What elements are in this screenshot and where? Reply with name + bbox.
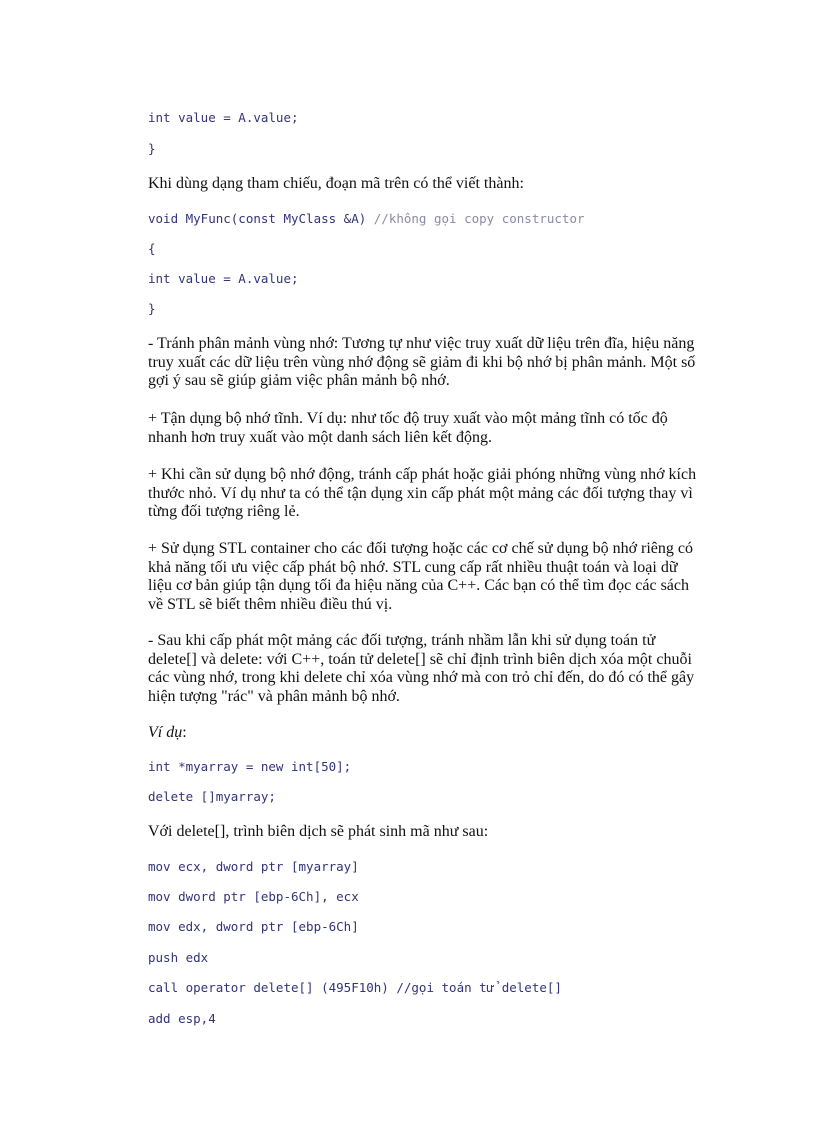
code-line: add esp,4 bbox=[148, 1011, 216, 1026]
code-line: int value = A.value; bbox=[148, 110, 299, 125]
code-line: mov edx, dword ptr [ebp-6Ch] bbox=[148, 919, 359, 934]
text-line: nhanh hơn truy xuất vào một danh sách liên kết động. bbox=[148, 428, 492, 446]
text-line: các vùng nhớ, trong khi delete chỉ xóa vùng nhớ mà con trỏ chỉ đến, do đó có thể gây bbox=[148, 669, 695, 686]
paragraph-delete bbox=[148, 632, 695, 706]
code-signature: void MyFunc(const MyClass &A) bbox=[148, 211, 367, 226]
code-line: mov dword ptr [ebp-6Ch], ecx bbox=[148, 889, 359, 904]
paragraph-dynamic-memory bbox=[148, 466, 697, 522]
text-line: truy xuất các dữ liệu trên vùng nhớ động sẽ giảm đi khi bộ nhớ bị phân mảnh. Một số bbox=[148, 353, 696, 371]
text-line: khả năng tối ưu việc cấp phát bộ nhớ. STL cung cấp rất nhiều thuật toán và loại dữ bbox=[148, 558, 678, 576]
text-line: liệu cơ bản giúp tận dụng tối đa hiệu năng của C++. Các bạn có thể tìm đọc các sách bbox=[148, 577, 690, 594]
code-line-call bbox=[148, 980, 562, 996]
code-line: { bbox=[148, 241, 156, 256]
paragraph-static-memory bbox=[148, 410, 668, 447]
text-line: thước nhỏ. Ví dụ như ta có thể tận dụng xin cấp phát một mảng các đối tượng thay vì bbox=[148, 484, 693, 502]
code-line: int value = A.value; bbox=[148, 271, 299, 286]
example-heading bbox=[148, 724, 668, 743]
code-line: push edx bbox=[148, 950, 209, 965]
paragraph-stl bbox=[148, 540, 694, 614]
text-line: - Tránh phân mảnh vùng nhớ: Tương tự như việc truy xuất dữ liệu trên đĩa, hiệu năng bbox=[148, 335, 695, 352]
paragraph-compiler: Với delete[], trình biên dịch sẽ phát sinh mã như sau: bbox=[148, 823, 489, 840]
text-line: từng đối tượng riêng lẻ. bbox=[148, 503, 300, 520]
text-line: - Sau khi cấp phát một mảng các đối tượng, tránh nhầm lẫn khi sử dụng toán tử bbox=[148, 632, 656, 649]
code-line: } bbox=[148, 301, 156, 316]
text-line: + Khi cần sử dụng bộ nhớ động, tránh cấp phát hoặc giải phóng những vùng nhớ kích bbox=[148, 466, 697, 483]
text-line: + Tận dụng bộ nhớ tĩnh. Ví dụ: như tốc độ truy xuất vào một mảng tĩnh có tốc độ bbox=[148, 410, 668, 427]
example-colon: : bbox=[182, 724, 187, 741]
code-call: call operator delete[] (495F10h) bbox=[148, 980, 389, 995]
example-label: Ví dụ bbox=[148, 724, 183, 741]
paragraph-reference: Khi dùng dạng tham chiếu, đoạn mã trên có thể viết thành: bbox=[148, 175, 524, 192]
text-line: delete[] và delete: với C++, toán tử delete[] sẽ chỉ định trình biên dịch xóa một chuỗi bbox=[148, 650, 692, 668]
code-comment: //không gọi copy constructor bbox=[373, 211, 585, 226]
code-line: mov ecx, dword ptr [myarray] bbox=[148, 859, 359, 874]
code-call-comment: //gọi toán tử delete[] bbox=[396, 980, 562, 995]
code-line: } bbox=[148, 141, 156, 156]
text-line: hiện tượng "rác" và phân mảnh bộ nhớ. bbox=[148, 687, 400, 705]
text-line: gợi ý sau sẽ giúp giảm việc phân mảnh bộ nhớ. bbox=[148, 372, 450, 389]
code-line: int *myarray = new int[50]; bbox=[148, 759, 352, 774]
code-line-signature bbox=[148, 211, 585, 227]
code-line: delete []myarray; bbox=[148, 789, 276, 804]
paragraph-fragmentation bbox=[148, 335, 696, 391]
text-line: về STL sẽ biết thêm nhiều điều thú vị. bbox=[148, 595, 393, 613]
text-line: + Sử dụng STL container cho các đối tượng hoặc các cơ chế sử dụng bộ nhớ riêng có bbox=[148, 540, 694, 557]
